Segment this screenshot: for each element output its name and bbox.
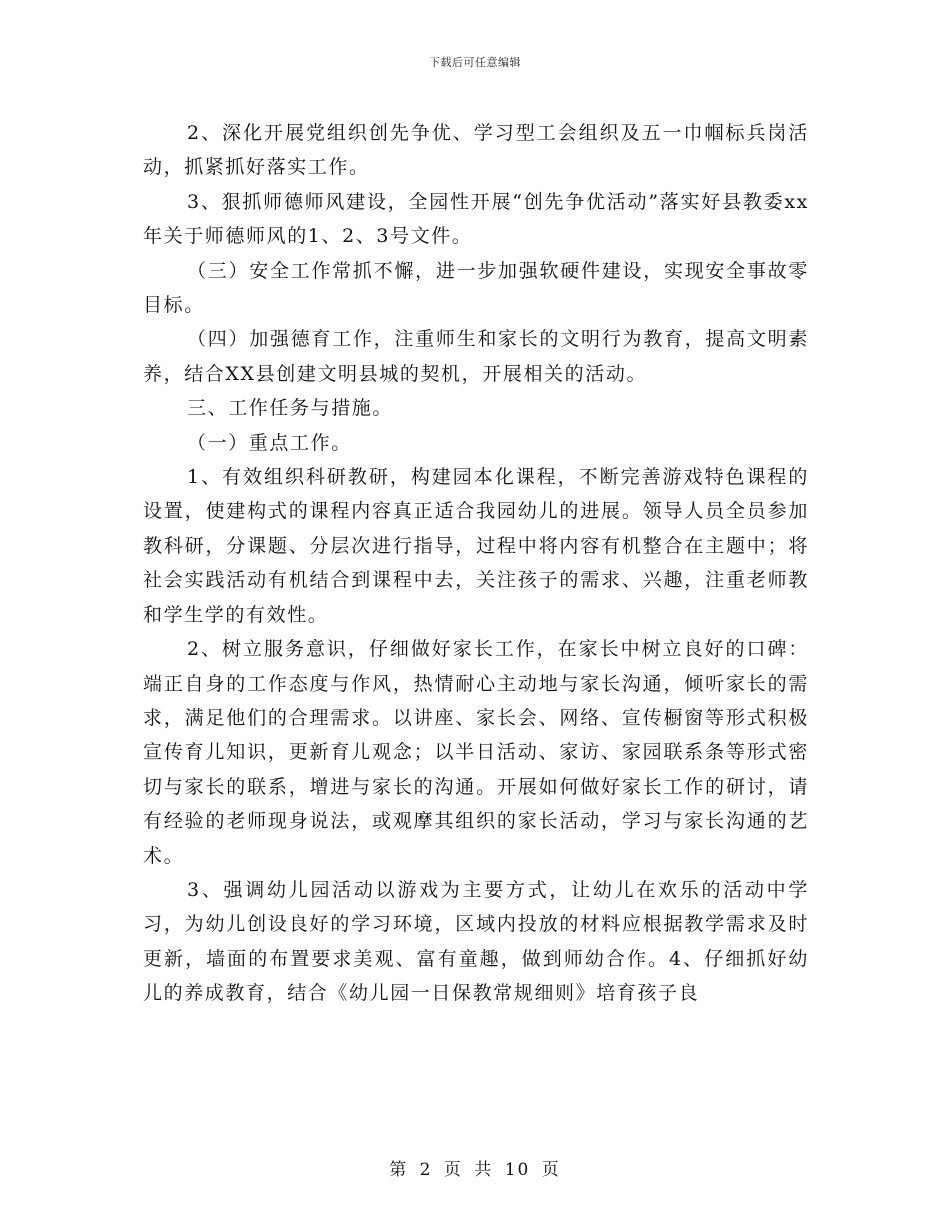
paragraph-moral-education: （四）加强德育工作，注重师生和家长的文明行为教育，提高文明素养，结合XX县创建文明县城的契机，开展相关的活动。 bbox=[143, 328, 809, 385]
paragraph-safety: （三）安全工作常抓不懈，进一步加强软硬件建设，实现安全事故零目标。 bbox=[143, 259, 809, 317]
page-header: 下载后可任意编辑 bbox=[429, 56, 521, 69]
paragraph-item-3: 3、狠抓师德师风建设，全园性开展“创先争优活动”落实好县教委xx年关于师德师风的1、2、3号文件。 bbox=[143, 190, 809, 248]
paragraph-research: 1、有效组织科研教研，构建园本化课程，不断完善游戏特色课程的设置，使建构式的课程内容真正适合我园幼儿的进展。领导人员全员参加教科研，分课题、分层次进行指导，过程中将内容有机整合在主题中；将社会实践活动有机结合到课程中去，关注孩子的需求、兴趣，注重老师教和学生学的有效性。 bbox=[143, 466, 809, 626]
section-heading-tasks: 三、工作任务与措施。 bbox=[187, 397, 394, 420]
paragraph-parents: 2、树立服务意识，仔细做好家长工作，在家长中树立良好的口碑：端正自身的工作态度与作风，热情耐心主动地与家长沟通，倾听家长的需求，满足他们的合理需求。以讲座、家长会、网络、宣传橱窗等形式积极宣传育儿知识，更新育儿观念；以半日活动、家访、家园联系条等形式密切与家长的联系，增进与家长的沟通。开展如何做好家长工作的研讨，请有经验的老师现身说法，或观摩其组织的家长活动，学习与家长沟通的艺术。 bbox=[143, 638, 809, 867]
paragraph-item-2: 2、深化开展党组织创先争优、学习型工会组织及五一巾帼标兵岗活动，抓紧抓好落实工作。 bbox=[143, 122, 809, 179]
subsection-heading-key-work: （一）重点工作。 bbox=[187, 431, 352, 454]
document-body bbox=[143, 116, 809, 1011]
paragraph-games: 3、强调幼儿园活动以游戏为主要方式，让幼儿在欢乐的活动中学习，为幼儿创设良好的学习环境，区域内投放的材料应根据教学需求及时更新，墙面的布置要求美观、富有童趣，做到师幼合作。4、仔细抓好幼儿的养成教育，结合《幼儿园一日保教常规细则》培育孩子良 bbox=[143, 878, 809, 1005]
page-footer: 第 2 页 共 10 页 bbox=[389, 1160, 561, 1180]
